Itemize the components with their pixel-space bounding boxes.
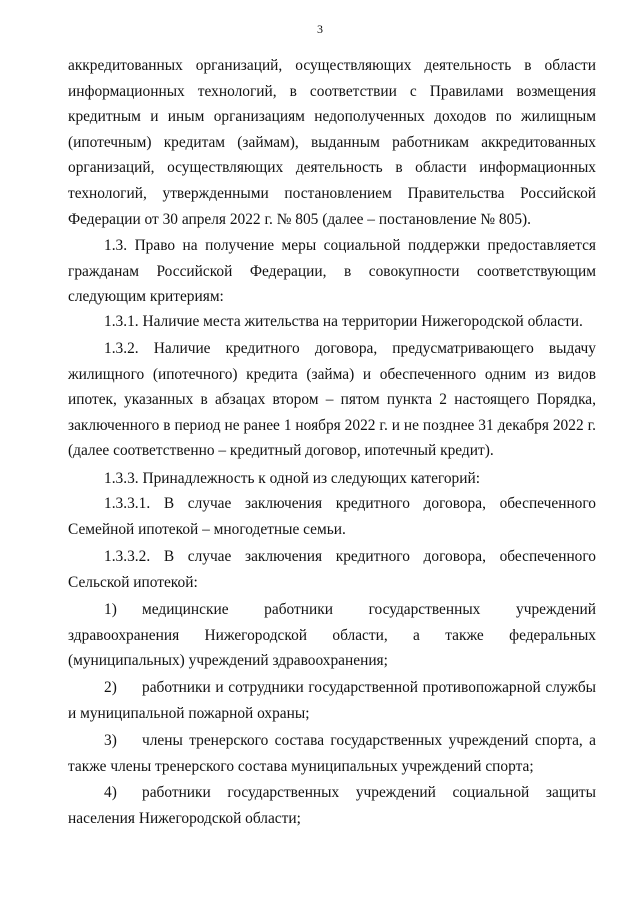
paragraph-1-3-3: 1.3.3. Принадлежность к одной из следующих категорий:	[104, 470, 480, 487]
list-item-text: работники государственных учреждений социальной защиты населения Нижегородской области;	[68, 784, 596, 827]
paragraph-1-3: 1.3. Право на получение меры социальной поддержки предоставляется гражданам Российской Федерации, в совокупности соответствующим следующим критериям:	[68, 237, 596, 306]
paragraph-1-3-1: 1.3.1. Наличие места жительства на территории Нижегородской области.	[104, 313, 583, 330]
list-item-number: 4)	[104, 784, 117, 801]
list-item-1	[68, 597, 596, 674]
list-item-number: 2)	[104, 679, 117, 696]
list-item-text: работники и сотрудники государственной противопожарной службы и муниципальной пожарной охраны;	[68, 679, 596, 722]
list-item-text: члены тренерского состава государственных учреждений спорта, а также члены тренерского состава муниципальных учреждений спорта;	[68, 732, 596, 775]
list-item-text: медицинские работники государственных учреждений здравоохранения Нижегородской области, а также федеральных (муниципальных) учреждений здравоохранения;	[68, 601, 596, 670]
list-item-number: 1)	[104, 601, 117, 618]
list-item-4	[68, 780, 596, 831]
list-item-2	[68, 675, 596, 726]
list-item-number: 3)	[104, 732, 117, 749]
list-item-3	[68, 728, 596, 779]
paragraph-1-3-2: 1.3.2. Наличие кредитного договора, предусматривающего выдачу жилищного (ипотечного) кредита (займа) и обеспеченного одним из видов ипотек, указанных в абзацах втором – пятом пункта 2 настоящего Порядка, заключенного в период не ранее 1 ноября 2022 г. и не позднее 31 декабря 2022 г. (далее соответственно – кредитный договор, ипотечный кредит).	[68, 340, 596, 460]
page-number: 3	[317, 22, 323, 36]
paragraph-1-3-3-1: 1.3.3.1. В случае заключения кредитного договора, обеспеченного Семейной ипотекой – многодетные семьи.	[68, 495, 596, 538]
paragraph-1-3-3-2: 1.3.3.2. В случае заключения кредитного договора, обеспеченного Сельской ипотекой:	[68, 548, 596, 591]
paragraph-continuation: аккредитованных организаций, осуществляющих деятельность в области информационных технологий, в соответствии с Правилами возмещения кредитным и иным организациям недополученных доходов по жилищным (ипотечным) кредитам (займам), выданным работникам аккредитованных организаций, осуществляющих деятельность в области информационных технологий, утвержденными постановлением Правительства Российской Федерации от 30 апреля 2022 г. № 805 (далее – постановление № 805).	[68, 57, 596, 228]
